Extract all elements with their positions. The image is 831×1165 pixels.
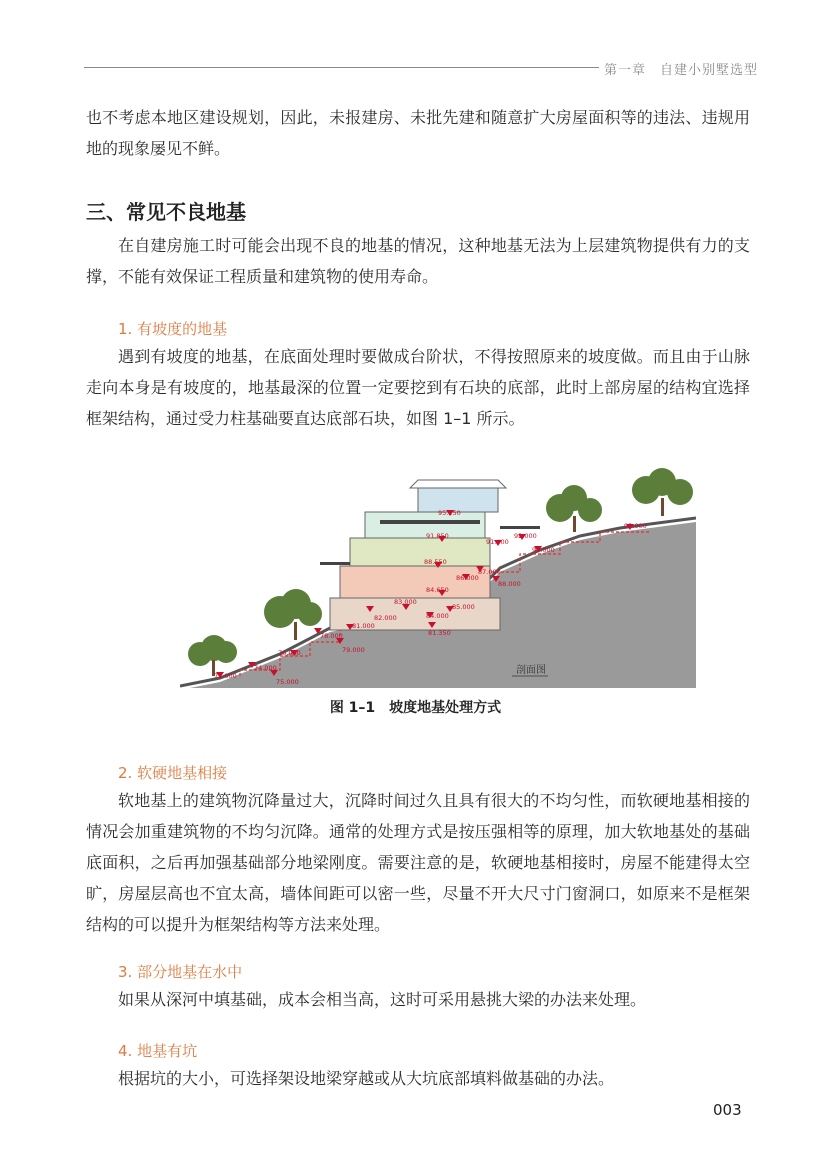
section-drawing-label: 剖面图: [516, 665, 546, 676]
page-number: 003: [713, 1101, 742, 1119]
svg-text:82.000: 82.000: [374, 614, 397, 622]
chapter-header: 第一章 自建小别墅选型: [604, 63, 759, 78]
slope-section-figure: [180, 462, 696, 688]
header-rule: [84, 67, 599, 68]
section-intro: 在自建房施工时可能会出现不良的地基的情况，这种地基无法为上层建筑物提供有力的支撑，不能有效保证工程质量和建筑物的使用寿命。: [86, 236, 750, 286]
svg-text:81.350: 81.350: [428, 629, 451, 637]
svg-text:91.400: 91.400: [486, 538, 509, 546]
svg-text:81.000: 81.000: [352, 622, 375, 630]
svg-text:92.000: 92.000: [514, 532, 537, 540]
svg-text:79.000: 79.000: [342, 646, 365, 654]
svg-text:76.000: 76.000: [278, 649, 301, 657]
svg-text:93.000: 93.000: [624, 522, 647, 530]
figure-caption: 图 1–1 坡度地基处理方式: [329, 700, 502, 716]
svg-text:78.000: 78.000: [320, 632, 343, 640]
svg-text:87.000: 87.000: [478, 568, 501, 576]
subsection-title-2: 2. 软硬地基相接: [118, 764, 228, 782]
svg-text:84.650: 84.650: [426, 586, 449, 594]
svg-text:84.000: 84.000: [426, 612, 449, 620]
svg-text:86.000: 86.000: [456, 574, 479, 582]
subsection-title-1: 1. 有坡度的地基: [118, 320, 228, 338]
svg-text:91.850: 91.850: [426, 532, 449, 540]
svg-text:83.000: 83.000: [394, 598, 417, 606]
svg-text:88.000: 88.000: [498, 580, 521, 588]
svg-text:95.150: 95.150: [438, 509, 461, 517]
section-title: 三、常见不良地基: [86, 200, 246, 224]
svg-text:75.000: 75.000: [276, 678, 299, 686]
subsection-body-1: 遇到有坡度的地基，在底面处理时要做成台阶状，不得按照原来的坡度做。而且由于山脉走向本身是有坡度的，地基最深的位置一定要挖到有石块的底部，此时上部房屋的结构宜选择框架结构，通过受力柱基础要直达底部石块，如图 1–1 所示。: [86, 347, 750, 428]
subsection-body-4: 根据坑的大小，可选择架设地梁穿越或从大坑底部填料做基础的办法。: [118, 1069, 615, 1088]
subsection-title-3: 3. 部分地基在水中: [118, 963, 243, 981]
svg-text:85.000: 85.000: [452, 603, 475, 611]
svg-text:74.000: 74.000: [254, 664, 277, 672]
svg-text:90.000: 90.000: [532, 546, 555, 554]
subsection-body-3: 如果从深河中填基础，成本会相当高，这时可采用悬挑大梁的办法来处理。: [118, 990, 647, 1009]
subsection-title-4: 4. 地基有坑: [118, 1042, 198, 1060]
intro-paragraph: 也不考虑本地区建设规划，因此，未报建房、未批先建和随意扩大房屋面积等的违法、违规用地的现象屡见不鲜。: [86, 108, 750, 158]
svg-text:88.550: 88.550: [424, 558, 447, 566]
svg-text:73.000: 73.000: [214, 672, 237, 680]
subsection-body-2: 软地基上的建筑物沉降量过大，沉降时间过久且具有很大的不均匀性，而软硬地基相接的情况会加重建筑物的不均匀沉降。通常的处理方式是按压强相等的原理，加大软地基处的基础底面积，之后再加强基础部分地梁刚度。需要注意的是，软硬地基相接时，房屋不能建得太空旷，房屋层高也不宜太高，墙体间距可以密一些，尽量不开大尺寸门窗洞口，如原来不是框架结构的可以提升为框架结构等方法来处理。: [86, 791, 750, 934]
